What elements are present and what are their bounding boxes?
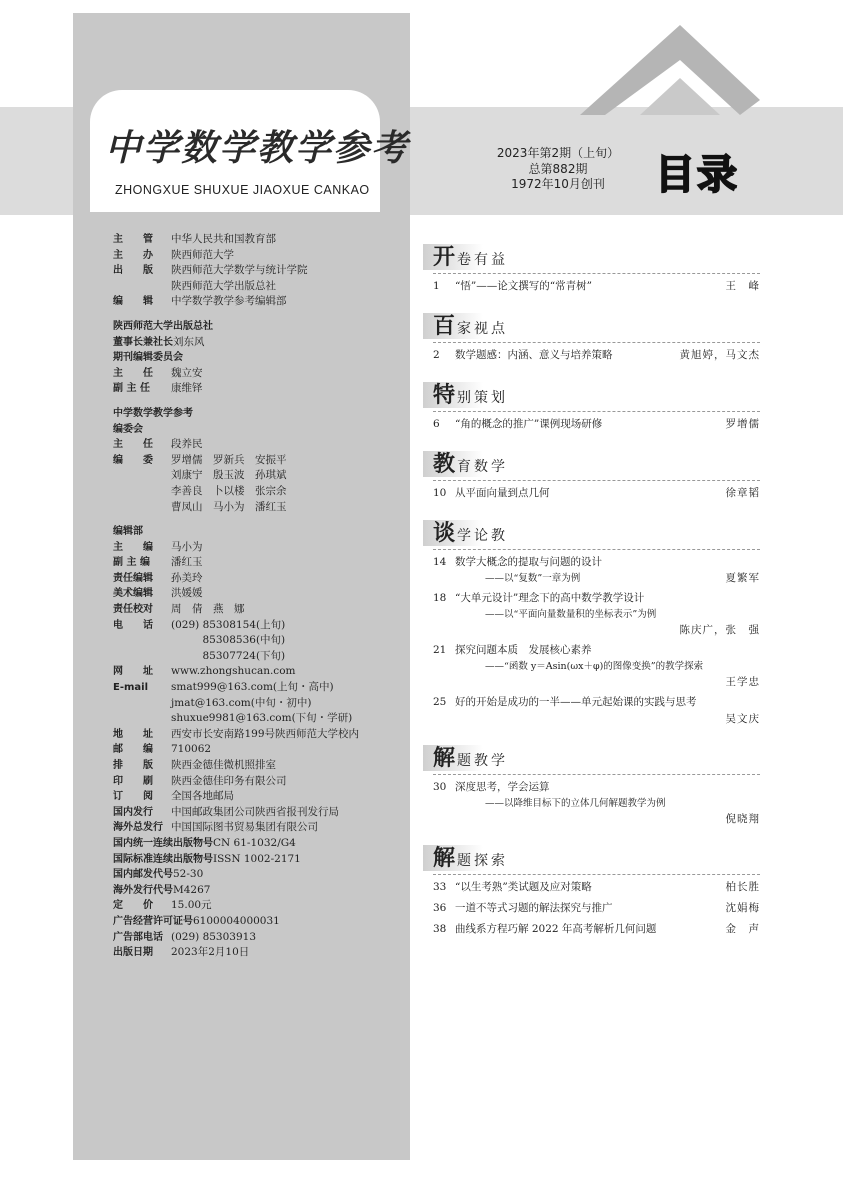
roof-decoration — [560, 20, 760, 120]
info-key: 主 办 — [113, 249, 153, 261]
section-title: 家视点 — [457, 321, 509, 337]
section-title: 育数学 — [457, 459, 509, 475]
toc-author: 罗增儒 — [725, 418, 760, 430]
info-value: 西安市长安南路199号陕西师范大学校内 — [171, 727, 360, 740]
info-key — [113, 484, 171, 500]
info-key: 海外总发行 — [113, 822, 163, 834]
spacer — [433, 364, 760, 370]
issue-info — [488, 146, 628, 193]
info-key: 副 主 编 — [113, 557, 150, 569]
info-group-title: 中学数学教学参考 — [113, 407, 193, 419]
toc-author: 黄旭婷，马文杰 — [679, 349, 760, 361]
info-value: 段养民 — [171, 438, 203, 451]
info-key — [113, 649, 171, 665]
info-value: 洪媛媛 — [171, 587, 203, 600]
info-value: 全国各地邮局 — [171, 790, 234, 803]
section-initial: 开 — [433, 245, 456, 270]
info-row — [113, 381, 393, 397]
spacer — [433, 727, 760, 733]
info-value: 曹凤山 马小为 潘红玉 — [171, 500, 287, 513]
toc-author: 倪晓翔 — [725, 813, 760, 825]
info-row — [113, 294, 393, 310]
toc-page-number: 6 — [433, 418, 440, 430]
toc-subtitle — [433, 571, 760, 586]
toc-article-title: 一道不等式习题的解法探究与推广 — [455, 902, 613, 914]
info-value: 85308536(中旬) — [171, 634, 286, 647]
info-value: 康维铎 — [171, 382, 203, 395]
info-value: 陕西师范大学 — [171, 248, 234, 261]
toc-author: 王 峰 — [725, 280, 760, 292]
info-value: 85307724(下旬) — [171, 649, 286, 662]
issue-founded: 1972年10月创刊 — [511, 177, 605, 191]
info-key — [113, 711, 171, 727]
info-row — [113, 555, 393, 571]
info-value: (029) 85308154(上旬) — [171, 618, 286, 631]
toc-article-title: 数学大概念的提取与问题的设计 — [455, 556, 602, 568]
info-row — [113, 727, 393, 743]
info-key: 出 版 — [113, 265, 153, 277]
info-value: 2023年2月10日 — [171, 946, 250, 959]
info-row — [113, 696, 393, 712]
info-value: 魏立安 — [171, 366, 203, 379]
info-key: 国际标准连续出版物号 — [113, 853, 213, 865]
info-key: 副 主 任 — [113, 383, 150, 395]
toc-item — [433, 642, 760, 659]
masthead-info — [113, 232, 393, 961]
spacer — [433, 502, 760, 508]
info-key: 电 话 — [113, 619, 153, 631]
info-value: 陕西师范大学数学与统计学院 — [171, 264, 308, 277]
info-row — [113, 649, 393, 665]
toc-article-title: 曲线系方程巧解 2022 年高考解析几何问题 — [455, 923, 657, 935]
info-value: 52-30 — [173, 868, 204, 881]
info-value: 中学数学教学参考编辑部 — [171, 295, 287, 308]
section-initial: 百 — [433, 314, 456, 339]
info-row — [113, 618, 393, 634]
info-row — [113, 789, 393, 805]
issue-line: 2023年第2期（上旬） — [496, 146, 620, 160]
info-key — [113, 279, 171, 295]
info-value: 刘康宁 殷玉波 孙琪斌 — [171, 469, 287, 482]
info-row — [113, 930, 393, 946]
info-key: 订 阅 — [113, 791, 153, 803]
toc-page-number: 38 — [433, 923, 447, 935]
toc-item — [433, 779, 760, 796]
info-row — [113, 867, 393, 883]
info-value: jmat@163.com(中旬・初中) — [171, 696, 312, 709]
info-key: 定 价 — [113, 900, 153, 912]
toc-page-number: 33 — [433, 881, 447, 893]
toc-author: 王学忠 — [725, 676, 760, 688]
toc-author: 吴文庆 — [725, 713, 760, 725]
info-key: 广告部电话 — [113, 931, 163, 943]
info-row — [113, 633, 393, 649]
info-key: 责任校对 — [113, 604, 153, 616]
info-row — [113, 758, 393, 774]
info-key: 国内发行 — [113, 806, 153, 818]
section-title: 学论教 — [457, 528, 509, 544]
toc-page-number: 1 — [433, 280, 440, 292]
info-row — [113, 571, 393, 587]
info-value: 陕西金德佳印务有限公司 — [171, 774, 287, 787]
toc-item — [433, 485, 760, 502]
toc-article-title: 探究问题本质 发展核心素养 — [455, 644, 592, 656]
info-value: 中华人民共和国教育部 — [171, 233, 276, 245]
info-key: 国内邮发代号 — [113, 869, 173, 881]
info-value: 710062 — [171, 743, 212, 756]
info-row — [113, 774, 393, 790]
toc-subtitle-text: ——以“复数”一章为例 — [485, 573, 581, 584]
toc-page-number: 36 — [433, 902, 447, 914]
info-row — [113, 366, 393, 382]
info-row — [113, 680, 393, 696]
section-initial: 谈 — [433, 521, 456, 546]
info-key: 主 任 — [113, 439, 153, 451]
toc-item — [433, 694, 760, 711]
info-row — [113, 540, 393, 556]
toc-author: 陈庆广，张 强 — [679, 624, 760, 636]
spacer — [113, 397, 393, 406]
toc-item — [433, 590, 760, 607]
info-key: 编 辑 — [113, 296, 153, 308]
info-row — [113, 602, 393, 618]
info-key: 董事长兼社长 — [113, 336, 173, 348]
info-row — [113, 468, 393, 484]
info-value: 李善良 卜以楼 张宗余 — [171, 484, 287, 497]
spacer — [433, 938, 760, 944]
info-key: 邮 编 — [113, 744, 153, 756]
info-row — [113, 852, 393, 868]
toc-article-title: “大单元设计”理念下的高中数学教学设计 — [455, 592, 645, 604]
section-initial: 特 — [433, 383, 456, 408]
issue-total: 总第882期 — [528, 161, 588, 176]
spacer — [433, 433, 760, 439]
section-heading — [433, 447, 760, 481]
section-initial: 教 — [433, 452, 456, 477]
info-key: 国内统一连续出版物号 — [113, 837, 213, 849]
toc-item — [433, 416, 760, 433]
info-row — [113, 248, 393, 264]
info-row — [113, 453, 393, 469]
section-initial: 解 — [433, 846, 456, 871]
info-key: 广告经营许可证号 — [113, 915, 193, 927]
toc-item — [433, 278, 760, 295]
info-row — [113, 350, 393, 366]
section-title: 题教学 — [457, 753, 509, 769]
info-key: 主 编 — [113, 541, 153, 553]
info-key: E-mail — [113, 682, 149, 694]
info-row — [113, 945, 393, 961]
info-key: 地 址 — [113, 728, 153, 740]
toc-author: 柏长胜 — [725, 881, 760, 893]
info-value: 马小为 — [171, 540, 203, 553]
info-row — [113, 883, 393, 899]
spacer — [433, 295, 760, 301]
section-heading — [433, 516, 760, 550]
info-row — [113, 500, 393, 516]
info-group-title: 陕西师范大学出版总社 — [113, 320, 213, 332]
section-initial: 解 — [433, 746, 456, 771]
toc-subtitle — [433, 659, 760, 674]
info-key — [113, 500, 171, 516]
toc-page-number: 18 — [433, 592, 447, 604]
toc-author: 夏繁军 — [725, 572, 760, 584]
info-value: 陕西师范大学出版总社 — [171, 279, 276, 292]
section-title: 别策划 — [457, 390, 509, 406]
toc-item — [433, 879, 760, 896]
info-value: 6100004000031 — [193, 914, 280, 927]
toc-subtitle-text: ——以“平面向量数量积的坐标表示”为例 — [485, 609, 657, 620]
info-value: www.zhongshucan.com — [171, 665, 296, 678]
info-key: 主 任 — [113, 367, 153, 379]
info-value: 中国国际图书贸易集团有限公司 — [171, 821, 318, 834]
section-heading — [433, 378, 760, 412]
toc-page-number: 30 — [433, 781, 447, 793]
spacer — [113, 515, 393, 524]
info-value: 潘红玉 — [171, 556, 203, 569]
info-row — [113, 586, 393, 602]
info-value: CN 61-1032/G4 — [213, 836, 296, 849]
toc-page-number: 21 — [433, 644, 447, 656]
info-row — [113, 836, 393, 852]
info-row — [113, 279, 393, 295]
info-key: 海外发行代号 — [113, 884, 173, 896]
section-title: 卷有益 — [457, 252, 509, 268]
info-value: ISSN 1002-2171 — [213, 852, 301, 865]
table-of-contents — [433, 232, 760, 944]
info-key: 编 委 — [113, 454, 153, 466]
toc-article-title: “角的概念的推广”课例现场研修 — [455, 418, 603, 430]
toc-author: 沈娟梅 — [725, 902, 760, 914]
toc-author: 徐章韬 — [725, 487, 760, 499]
info-key — [113, 696, 171, 712]
info-key: 责任编辑 — [113, 572, 153, 584]
info-value: 陕西金德佳微机照排室 — [171, 759, 276, 771]
toc-article-title: 深度思考，学会运算 — [455, 781, 550, 793]
section-heading — [433, 309, 760, 343]
info-value: 罗增儒 罗新兵 安振平 — [171, 453, 287, 466]
info-value: shuxue9981@163.com(下旬・学研) — [171, 712, 353, 725]
toc-article-title: “以生考熟”类试题及应对策略 — [455, 881, 592, 893]
spacer — [113, 310, 393, 319]
info-value: smat999@163.com(上旬・高中) — [171, 681, 334, 694]
section-heading — [433, 240, 760, 274]
toc-article-title: 好的开始是成功的一半——单元起始课的实践与思考 — [455, 696, 697, 708]
toc-author: 金 声 — [725, 923, 760, 935]
info-row — [113, 335, 393, 351]
toc-item — [433, 900, 760, 917]
info-value: 15.00元 — [171, 899, 212, 912]
toc-subtitle — [433, 796, 760, 811]
masthead-title: 中学数学教学参考 — [105, 127, 410, 169]
info-row — [113, 742, 393, 758]
spacer — [433, 827, 760, 833]
toc-page-number: 25 — [433, 696, 447, 708]
section-heading — [433, 741, 760, 775]
info-row — [113, 437, 393, 453]
toc-item — [433, 554, 760, 571]
info-value: 中国邮政集团公司陕西省报刊发行局 — [171, 805, 339, 818]
info-value: 周 倩 燕 娜 — [171, 603, 245, 616]
toc-page-number: 2 — [433, 349, 440, 361]
info-key: 出版日期 — [113, 947, 153, 959]
info-key: 排 版 — [113, 760, 153, 771]
masthead-subtitle: ZHONGXUE SHUXUE JIAOXUE CANKAO — [115, 183, 370, 197]
info-key — [113, 633, 171, 649]
info-key: 主 管 — [113, 234, 153, 245]
toc-article-title: 数学题感：内涵、意义与培养策略 — [455, 349, 613, 361]
info-row — [113, 805, 393, 821]
info-row — [113, 422, 393, 438]
info-row — [113, 263, 393, 279]
info-key: 编委会 — [113, 423, 143, 435]
toc-title: 目录 — [655, 152, 739, 198]
info-row — [113, 820, 393, 836]
toc-page-number: 10 — [433, 487, 447, 499]
section-heading — [433, 841, 760, 875]
info-value: 孙美玲 — [171, 571, 203, 584]
info-value: M4267 — [173, 883, 211, 896]
toc-item — [433, 921, 760, 938]
info-key: 网 址 — [113, 666, 153, 678]
info-row — [113, 664, 393, 680]
toc-page-number: 14 — [433, 556, 447, 568]
toc-article-title: “悟”——论文撰写的“常青树” — [455, 280, 592, 292]
info-row — [113, 898, 393, 914]
info-row — [113, 484, 393, 500]
toc-article-title: 从平面向量到点几何 — [455, 487, 550, 499]
info-key — [113, 468, 171, 484]
info-row — [113, 232, 393, 248]
info-group-title: 编辑部 — [113, 526, 143, 538]
section-title: 题探索 — [457, 853, 509, 869]
info-key: 印 刷 — [113, 775, 153, 787]
toc-subtitle-text: ——以降维目标下的立体几何解题教学为例 — [485, 798, 666, 809]
info-key: 美术编辑 — [113, 588, 153, 600]
info-row — [113, 914, 393, 930]
info-value: 刘东风 — [173, 335, 205, 348]
info-key: 期刊编辑委员会 — [113, 352, 183, 364]
toc-subtitle — [433, 607, 760, 622]
info-value: (029) 85303913 — [171, 930, 257, 943]
info-row — [113, 711, 393, 727]
toc-item — [433, 347, 760, 364]
toc-subtitle-text: ——“函数 y＝Asin(ωx＋φ)的图像变换”的教学探索 — [485, 661, 704, 672]
